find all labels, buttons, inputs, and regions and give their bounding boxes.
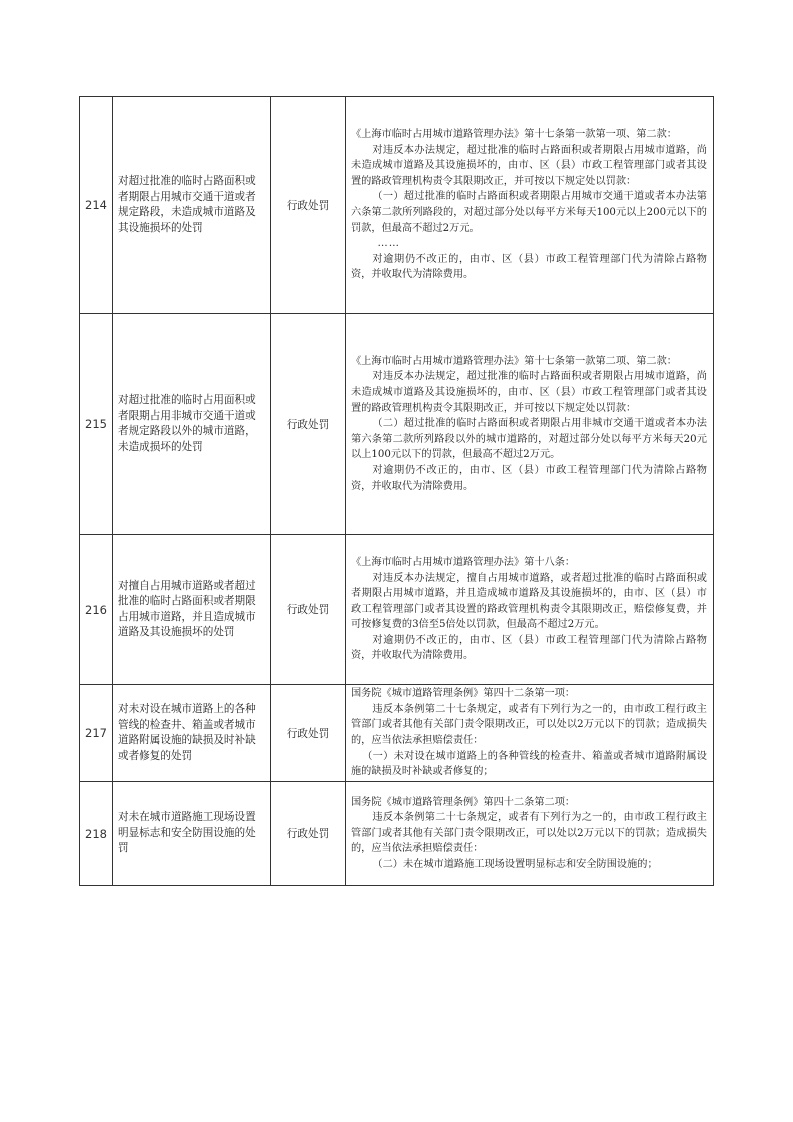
- row-number: 215: [80, 314, 113, 535]
- basis-paragraph: （二）超过批准的临时占路面积或者期限占用非城市交通干道或者本办法第六条第二款所列路段以外的城市道路的，对超过部分处以每平方米每天20元以上100元以下的罚款，但最高不超过2万元。: [351, 418, 707, 461]
- table-row: [80, 314, 714, 535]
- basis-paragraph: 对逾期仍不改正的，由市、区（县）市政工程管理部门代为清除占路物资，并收取代为清除费用。: [351, 634, 707, 662]
- row-number: 214: [80, 97, 113, 314]
- item-name: 对超过批准的临时占用面积或者限期占用非城市交通干道或者规定路段以外的城市道路，未造成损坏的处罚: [113, 314, 271, 535]
- item-type: 行政处罚: [271, 685, 346, 782]
- basis-paragraph: 违反本条例第二十七条规定，或者有下列行为之一的，由市政工程行政主管部门或者其他有关部门责令限期改正，可以处以2万元以下的罚款；造成损失的，应当依法承担赔偿责任：: [351, 703, 707, 746]
- table-row: [80, 782, 714, 886]
- basis-paragraph: （一）未对设在城市道路上的各种管线的检查井、箱盖或者城市道路附属设施的缺损及时补缺或者修复的；: [351, 750, 707, 778]
- basis-paragraph: 违反本条例第二十七条规定，或者有下列行为之一的，由市政工程行政主管部门或者其他有关部门责令限期改正，可以处以2万元以下的罚款；造成损失的，应当依法承担赔偿责任：: [351, 812, 707, 855]
- legal-basis: [346, 535, 714, 685]
- legal-basis: [346, 97, 714, 314]
- basis-ellipsis: ……: [377, 238, 400, 250]
- legal-basis: [346, 685, 714, 782]
- basis-paragraph: （一）超过批准的临时占路面积或者期限占用城市交通干道或者本办法第六条第二款所列路段的，对超过部分处以每平方米每天100元以上200元以下的罚款，但最高不超过2万元。: [351, 191, 707, 234]
- item-type: 行政处罚: [271, 535, 346, 685]
- basis-paragraph: 《上海市临时占用城市道路管理办法》第十七条第一款第一项、第二款：: [351, 129, 677, 141]
- row-number: 217: [80, 685, 113, 782]
- basis-paragraph: 国务院《城市道路管理条例》第四十二条第二项：: [351, 796, 576, 808]
- penalty-table: [79, 96, 714, 886]
- basis-paragraph: 对违反本办法规定，超过批准的临时占路面积或者期限占用城市道路，尚未造成城市道路及其设施损坏的，由市、区（县）市政工程管理部门或者其设置的路政管理机构责令其限期改正，并可按以下规定处以罚款：: [351, 144, 707, 187]
- item-type: 行政处罚: [271, 782, 346, 886]
- basis-paragraph: 对逾期仍不改正的，由市、区（县）市政工程管理部门代为清除占路物资，并收取代为清除费用。: [351, 464, 707, 492]
- basis-paragraph: 对逾期仍不改正的，由市、区（县）市政工程管理部门代为清除占路物资，并收取代为清除费用。: [351, 253, 707, 281]
- legal-basis: [346, 782, 714, 886]
- basis-paragraph: 《上海市临时占用城市道路管理办法》第十七条第一款第二项、第二款：: [351, 355, 677, 367]
- item-name: 对超过批准的临时占路面积或者期限占用城市交通干道或者规定路段，未造成城市道路及其设施损坏的处罚: [113, 97, 271, 314]
- legal-basis: [346, 314, 714, 535]
- item-type: 行政处罚: [271, 314, 346, 535]
- basis-paragraph: 对违反本办法规定，超过批准的临时占路面积或者期限占用城市道路，尚未造成城市道路及其设施损坏的，由市、区（县）市政工程管理部门或者其设置的路政管理机构责令其限期改正，并可按以下规定处以罚款：: [351, 371, 707, 414]
- item-name: 对擅自占用城市道路或者超过批准的临时占路面积或者期限占用城市道路，并且造成城市道路及其设施损坏的处罚: [113, 535, 271, 685]
- row-number: 218: [80, 782, 113, 886]
- table-row: [80, 685, 714, 782]
- basis-paragraph: 国务院《城市道路管理条例》第四十二条第一项：: [351, 688, 576, 700]
- row-number: 216: [80, 535, 113, 685]
- item-name: 对未对设在城市道路上的各种管线的检查井、箱盖或者城市道路附属设施的缺损及时补缺或者修复的处罚: [113, 685, 271, 782]
- basis-paragraph: （二）未在城市道路施工现场设置明显标志和安全防围设施的；: [372, 858, 658, 870]
- table-row: [80, 97, 714, 314]
- table-row: [80, 535, 714, 685]
- basis-paragraph: 《上海市临时占用城市道路管理办法》第十八条：: [351, 556, 576, 568]
- item-name: 对未在城市道路施工现场设置明显标志和安全防围设施的处罚: [113, 782, 271, 886]
- item-type: 行政处罚: [271, 97, 346, 314]
- basis-paragraph: 对违反本办法规定，擅自占用城市道路，或者超过批准的临时占路面积或者期限占用城市道路，并且造成城市道路及其设施损坏的，由市、区（县）市政工程管理部门或者其设置的路政管理机构责令其限期改正，赔偿修复费，并可按修复费的3倍至5倍处以罚款，但最高不超过2万元。: [351, 572, 707, 631]
